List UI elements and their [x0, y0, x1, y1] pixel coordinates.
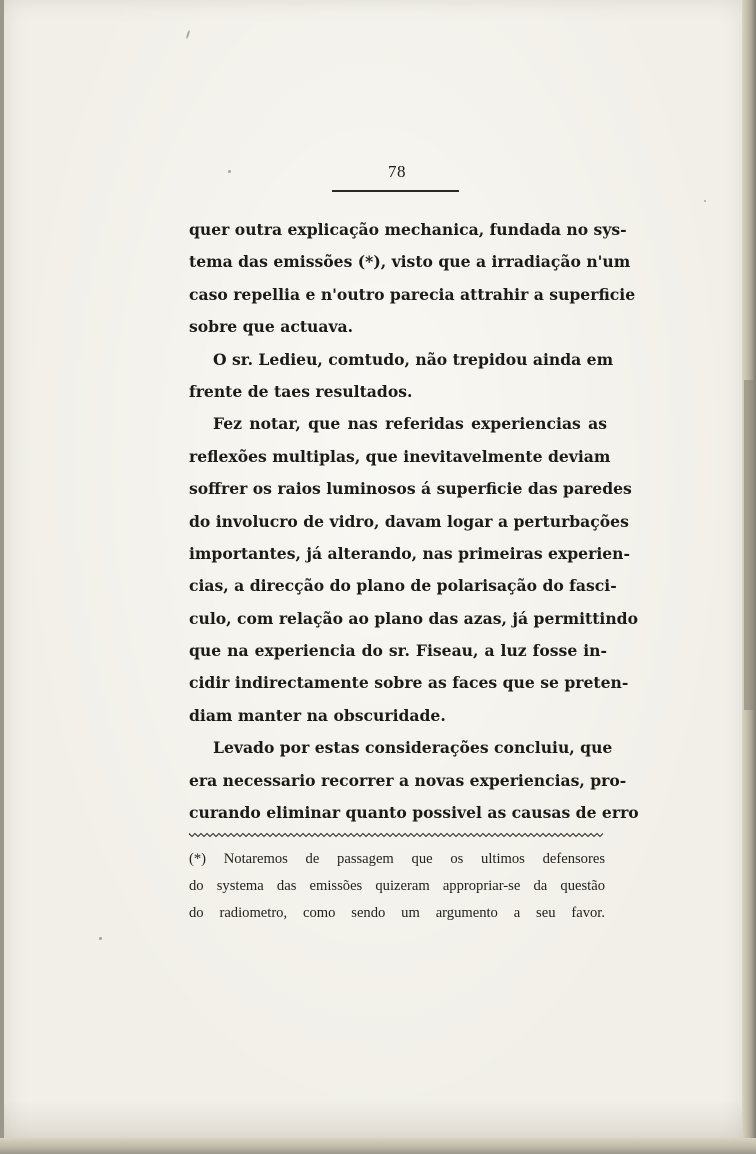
paper-speck — [704, 200, 706, 202]
paper-speck — [228, 170, 231, 173]
text-line: frente de taes resultados. — [189, 381, 413, 401]
text-line: culo, com relação ao plano das azas, já permittindo — [189, 608, 638, 628]
page-fold-shadow — [744, 380, 754, 710]
page-number-rule — [332, 190, 459, 192]
text-line: cidir indirectamente sobre as faces que se preten- — [189, 673, 629, 693]
text-line: O sr. Ledieu, comtudo, não trepidou ainda em — [213, 349, 614, 369]
text-line: cias, a direcção do plano de polarisação do fasci- — [189, 576, 617, 596]
text-line: do involucro de vidro, davam logar a perturbações — [189, 511, 629, 531]
footnote-line: do radiometro, como sendo um argumento a seu favor. — [189, 905, 605, 921]
paper-speck — [186, 30, 191, 39]
footnote-wavy-rule — [189, 832, 604, 838]
footnote-line: (*) Notaremos de passagem que os ultimos defensores — [189, 851, 605, 867]
text-line: reflexões multiplas, que inevitavelmente deviam — [189, 446, 611, 466]
footnote — [189, 846, 605, 927]
page-bottom-edge — [0, 1138, 756, 1154]
text-line: soffrer os raios luminosos á superficie das paredes — [189, 479, 632, 499]
text-line: sobre que actuava. — [189, 317, 354, 337]
text-line: curando eliminar quanto possivel as causas de erro — [189, 803, 639, 823]
paper-speck — [99, 937, 102, 940]
text-line: Fez notar, que nas referidas experiencias as — [213, 414, 607, 434]
text-line: tema das emissões (*), visto que a irradiação n'um — [189, 252, 631, 272]
text-line: caso repellia e n'outro parecia attrahir a superficie — [189, 284, 636, 304]
text-line: Levado por estas considerações concluiu, que — [213, 738, 613, 758]
text-line: diam manter na obscuridade. — [189, 705, 446, 725]
text-line: que na experiencia do sr. Fiseau, a luz fosse in- — [189, 641, 607, 661]
page-number: 78 — [388, 162, 406, 181]
text-line: importantes, já alterando, nas primeiras experien- — [189, 543, 630, 563]
body-text — [189, 214, 639, 829]
page-edge — [742, 0, 756, 1154]
text-line: quer outra explicação mechanica, fundada no sys- — [189, 220, 627, 239]
text-line: era necessario recorrer a novas experiencias, pro- — [189, 770, 627, 790]
footnote-line: do systema das emissões quizeram appropriar-se da questão — [189, 878, 605, 894]
